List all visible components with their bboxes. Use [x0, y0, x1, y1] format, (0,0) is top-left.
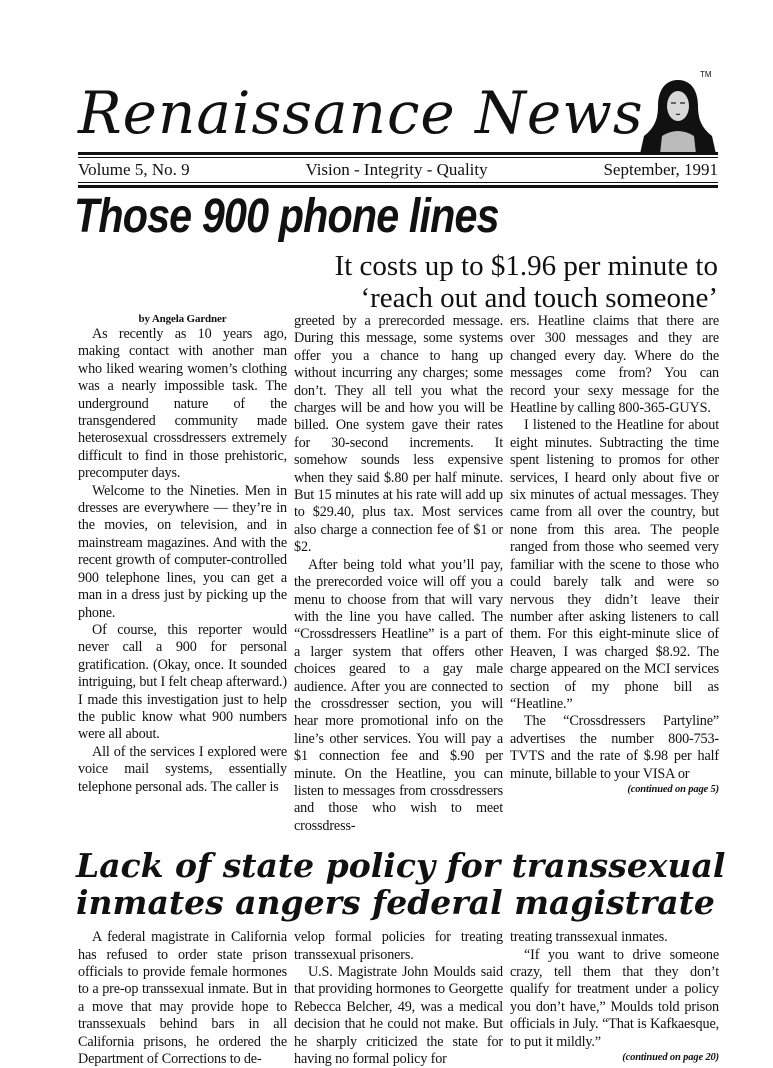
rule	[78, 157, 718, 158]
rule	[78, 182, 718, 183]
paragraph: All of the services I explored were voice mail systems, essentially telephone personal ads. The caller is	[78, 743, 287, 795]
volume-number: Volume 5, No. 9	[78, 160, 190, 179]
byline: by Angela Gardner	[138, 313, 227, 325]
paragraph: Welcome to the Nineties. Men in dresses are everywhere — they’re in the movies, on television, and in mainstream magazines. And with the recent growth of computer-controlled 900 telephone lines, you can get a man in a dress just by picking up the phone.	[78, 482, 287, 621]
paragraph: After being told what you’ll pay, the prerecorded voice will off you a menu to choose from that will vary with the line you have called. The “Crossdressers Heatline” is a part of a larger system that offers other choices geared to a gay male audience. After you are connected to the crossdresser section, you will hear more promotional info on the line’s other services. You will pay a $1 connection fee and $.90 per minute. On the Heatline, you can listen to messages from crossdressers and those who wish to meet crossdress-	[294, 556, 503, 834]
issue-date: September, 1991	[603, 160, 718, 179]
motto: Vision - Integrity - Quality	[305, 160, 488, 179]
article1-column-3	[510, 313, 719, 796]
article1-column-2	[294, 313, 503, 835]
paragraph: U.S. Magistrate John Moulds said that providing hormones to Georgette Rebecca Belcher, 49, was a medical decision that he could not make. But he sharply criticized the state for having no formal policy for	[294, 964, 503, 1068]
subhead-line: It costs up to $1.96 per minute to	[334, 250, 718, 282]
paragraph: ers. Heatline claims that there are over 300 messages and they are changed every day. Where do the messages come from? You can record your sexy message for the Heatline by calling 800-365-GUYS.	[510, 313, 719, 417]
article1-body	[78, 313, 719, 835]
headline-line: Lack of state policy for transsexual	[76, 846, 726, 886]
article1-column-1	[78, 313, 287, 796]
mona-lisa-logo	[638, 76, 718, 154]
continued-note: (continued on page 5)	[627, 783, 719, 795]
continued-note: (continued on page 20)	[622, 1052, 719, 1064]
article2-body	[78, 929, 719, 1068]
rule	[78, 152, 718, 155]
paragraph: “If you want to drive someone crazy, tell them that they don’t qualify for treatment under a policy you don’t have,” Moulds told prison officials in July. “That is Kafkaesque, to put it mildly.”	[510, 946, 719, 1050]
trademark: TM	[700, 70, 712, 79]
masthead-info-bar	[78, 160, 718, 180]
rule	[78, 185, 718, 188]
article1-subhead	[335, 250, 718, 314]
masthead-title: Renaissance News	[78, 79, 644, 147]
headline-line: inmates angers federal magistrate	[76, 883, 715, 923]
article2-column-1	[78, 929, 287, 1068]
article2-headline	[76, 846, 726, 923]
paragraph: greeted by a prerecorded message. During this message, some systems offer you a chance to hang up without incurring any charges; some don’t. They all tell you what the charges will be and how you will be billed. One system gave their rates for 30-second increments. It somehow sounds less expensive when they said $.80 per half minute. But 15 minutes at his rate will add up to $29.40, plus tax. Most services also charge a connection fee of $1 or $2.	[294, 313, 503, 556]
article2-column-2	[294, 929, 503, 1068]
article2-column-3	[510, 929, 719, 1064]
paragraph: I listened to the Heatline for about eight minutes. Subtracting the time spent listening to promos for other services, I heard only about five or six minutes of actual messages. They came from all over the country, but none from this area. The people ranged from those who seemed very familiar with the scene to those who could barely talk and were so nervous they didn’t leave their number after asking listeners to call them. For this eight-minute slice of Heaven, I was charged $8.92. The charge appeared on the MCI services section of my phone bill as “Heatline.”	[510, 417, 719, 712]
paragraph: A federal magistrate in California has refused to order state prison officials to provide female hormones to a pre-op transsexual inmate. But in a move that may provide hope to transsexuals behind bars in all California prisons, he ordered the Department of Corrections to de-	[78, 929, 287, 1068]
paragraph: The “Crossdressers Partyline” advertises the number 800-753-TVTS and the rate of $.98 per half minute, billable to your VISA or	[510, 713, 719, 782]
article-flow	[76, 313, 726, 1068]
paragraph: velop formal policies for treating transsexual prisoners.	[294, 929, 503, 963]
paragraph: As recently as 10 years ago, making contact with another man who liked wearing women’s clothing was a nearly impossible task. The underground nature of the transgendered community made heterosexual crossdressers extremely difficult to find in those prehistoric, precomputer days.	[78, 326, 287, 482]
subhead-line: ‘reach out and touch someone’	[360, 282, 718, 314]
paragraph: Of course, this reporter would never call a 900 for personal gratification. (Okay, once. It sounded intriguing, but I felt cheap afterward.) I made this investigation just to help the public know what 900 numbers were all about.	[78, 621, 287, 743]
paragraph: treating transsexual inmates.	[510, 929, 668, 946]
article1-headline: Those 900 phone lines	[74, 190, 499, 243]
